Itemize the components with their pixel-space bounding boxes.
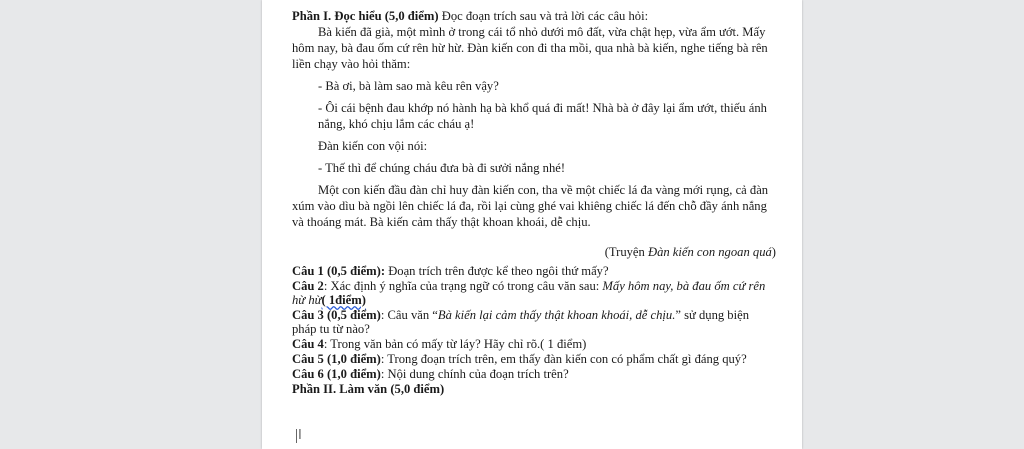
question-5 [292,352,776,366]
question-2-text: : Xác định ý nghĩa của trạng ngữ có trong câu văn sau: [323,279,603,293]
part2-title: Phần II. Làm văn (5,0 điểm) [292,382,445,396]
passage-paragraph-1: Bà kiến đã già, một mình ở trong cái tổ nhỏ dưới mô đất, vừa chật hẹp, vừa ẩm ướt. Mấy hôm nay, bà đau ốm cứ rên hừ hừ. Đàn kiến con đi tha mồi, qua nhà bà kiến, nghe tiếng bà rên liền chạy vào hỏi thăm: [292,25,768,71]
question-5-label: Câu 5 (1,0 điểm) [292,352,381,366]
question-3-text-1: : Câu văn “ [380,308,438,322]
question-3 [292,308,776,336]
text-cursor [296,429,297,443]
source-prefix: (Truyện [604,245,648,259]
question-1-label: Câu 1 (0,5 điểm): [292,264,386,278]
question-2-quote: Mấy hôm nay, bà đau ốm cứ rên hừ hừ [292,279,766,307]
question-6 [292,367,776,381]
question-1 [292,264,776,278]
question-2-label: Câu 2 [292,279,324,293]
source-citation [292,244,776,260]
source-suffix: ) [771,245,776,259]
passage-paragraph-2: Đàn kiến con vội nói: [318,139,428,153]
question-4-label: Câu 4 [292,337,324,351]
question-2 [292,279,776,307]
question-6-text: : Nội dung chính của đoạn trích trên? [380,367,569,381]
part1-instruction: Đọc đoạn trích sau và trả lời các câu hỏi: [438,9,649,23]
question-3-quote: Bà kiến lại cảm thấy thật khoan khoái, dễ chịu. [437,308,676,322]
question-6-label: Câu 6 (1,0 điểm) [292,367,381,381]
question-4 [292,337,776,351]
dialogue-line-1: - Bà ơi, bà làm sao mà kêu rên vậy? [318,79,499,93]
question-2-points: ( 1điểm) [321,293,366,307]
question-3-label: Câu 3 (0,5 điểm) [292,308,381,322]
ibeam-cursor-icon: I [298,428,302,443]
passage-paragraph-3: Một con kiến đầu đàn chỉ huy đàn kiến con, tha về một chiếc lá đa vàng mới rụng, cả đàn xúm vào dìu bà ngồi lên chiếc lá đa, rồi lại cùng ghé vai khiêng chiếc lá đến chỗ đầy ánh nắng và thoáng mát. Bà kiến cảm thấy thật khoan khoái, dễ chịu. [292,183,769,229]
document-body[interactable] [292,8,776,396]
source-title: Đàn kiến con ngoan quá [647,245,772,259]
question-4-text: : Trong văn bản có mấy từ láy? Hãy chỉ rõ.( 1 điểm) [323,337,587,351]
dialogue-line-3: - Thế thì để chúng cháu đưa bà đi sưởi nắng nhé! [318,161,566,175]
question-1-text: Đoạn trích trên được kể theo ngôi thứ mấy? [385,264,609,278]
question-5-text: : Trong đoạn trích trên, em thấy đàn kiến con có phẩm chất gì đáng quý? [380,352,747,366]
dialogue-line-2: - Ôi cái bệnh đau khớp nó hành hạ bà khổ quá đi mất! Nhà bà ở đây lại ẩm ướt, thiếu ánh nắng, khó chịu lắm các cháu ạ! [318,101,767,131]
part1-heading [292,8,776,24]
question-3-text-2: ” sử dụng biện pháp tu từ nào? [292,308,749,336]
document-page [262,0,802,449]
part1-title: Phần I. Đọc hiểu (5,0 điểm) [292,9,439,23]
